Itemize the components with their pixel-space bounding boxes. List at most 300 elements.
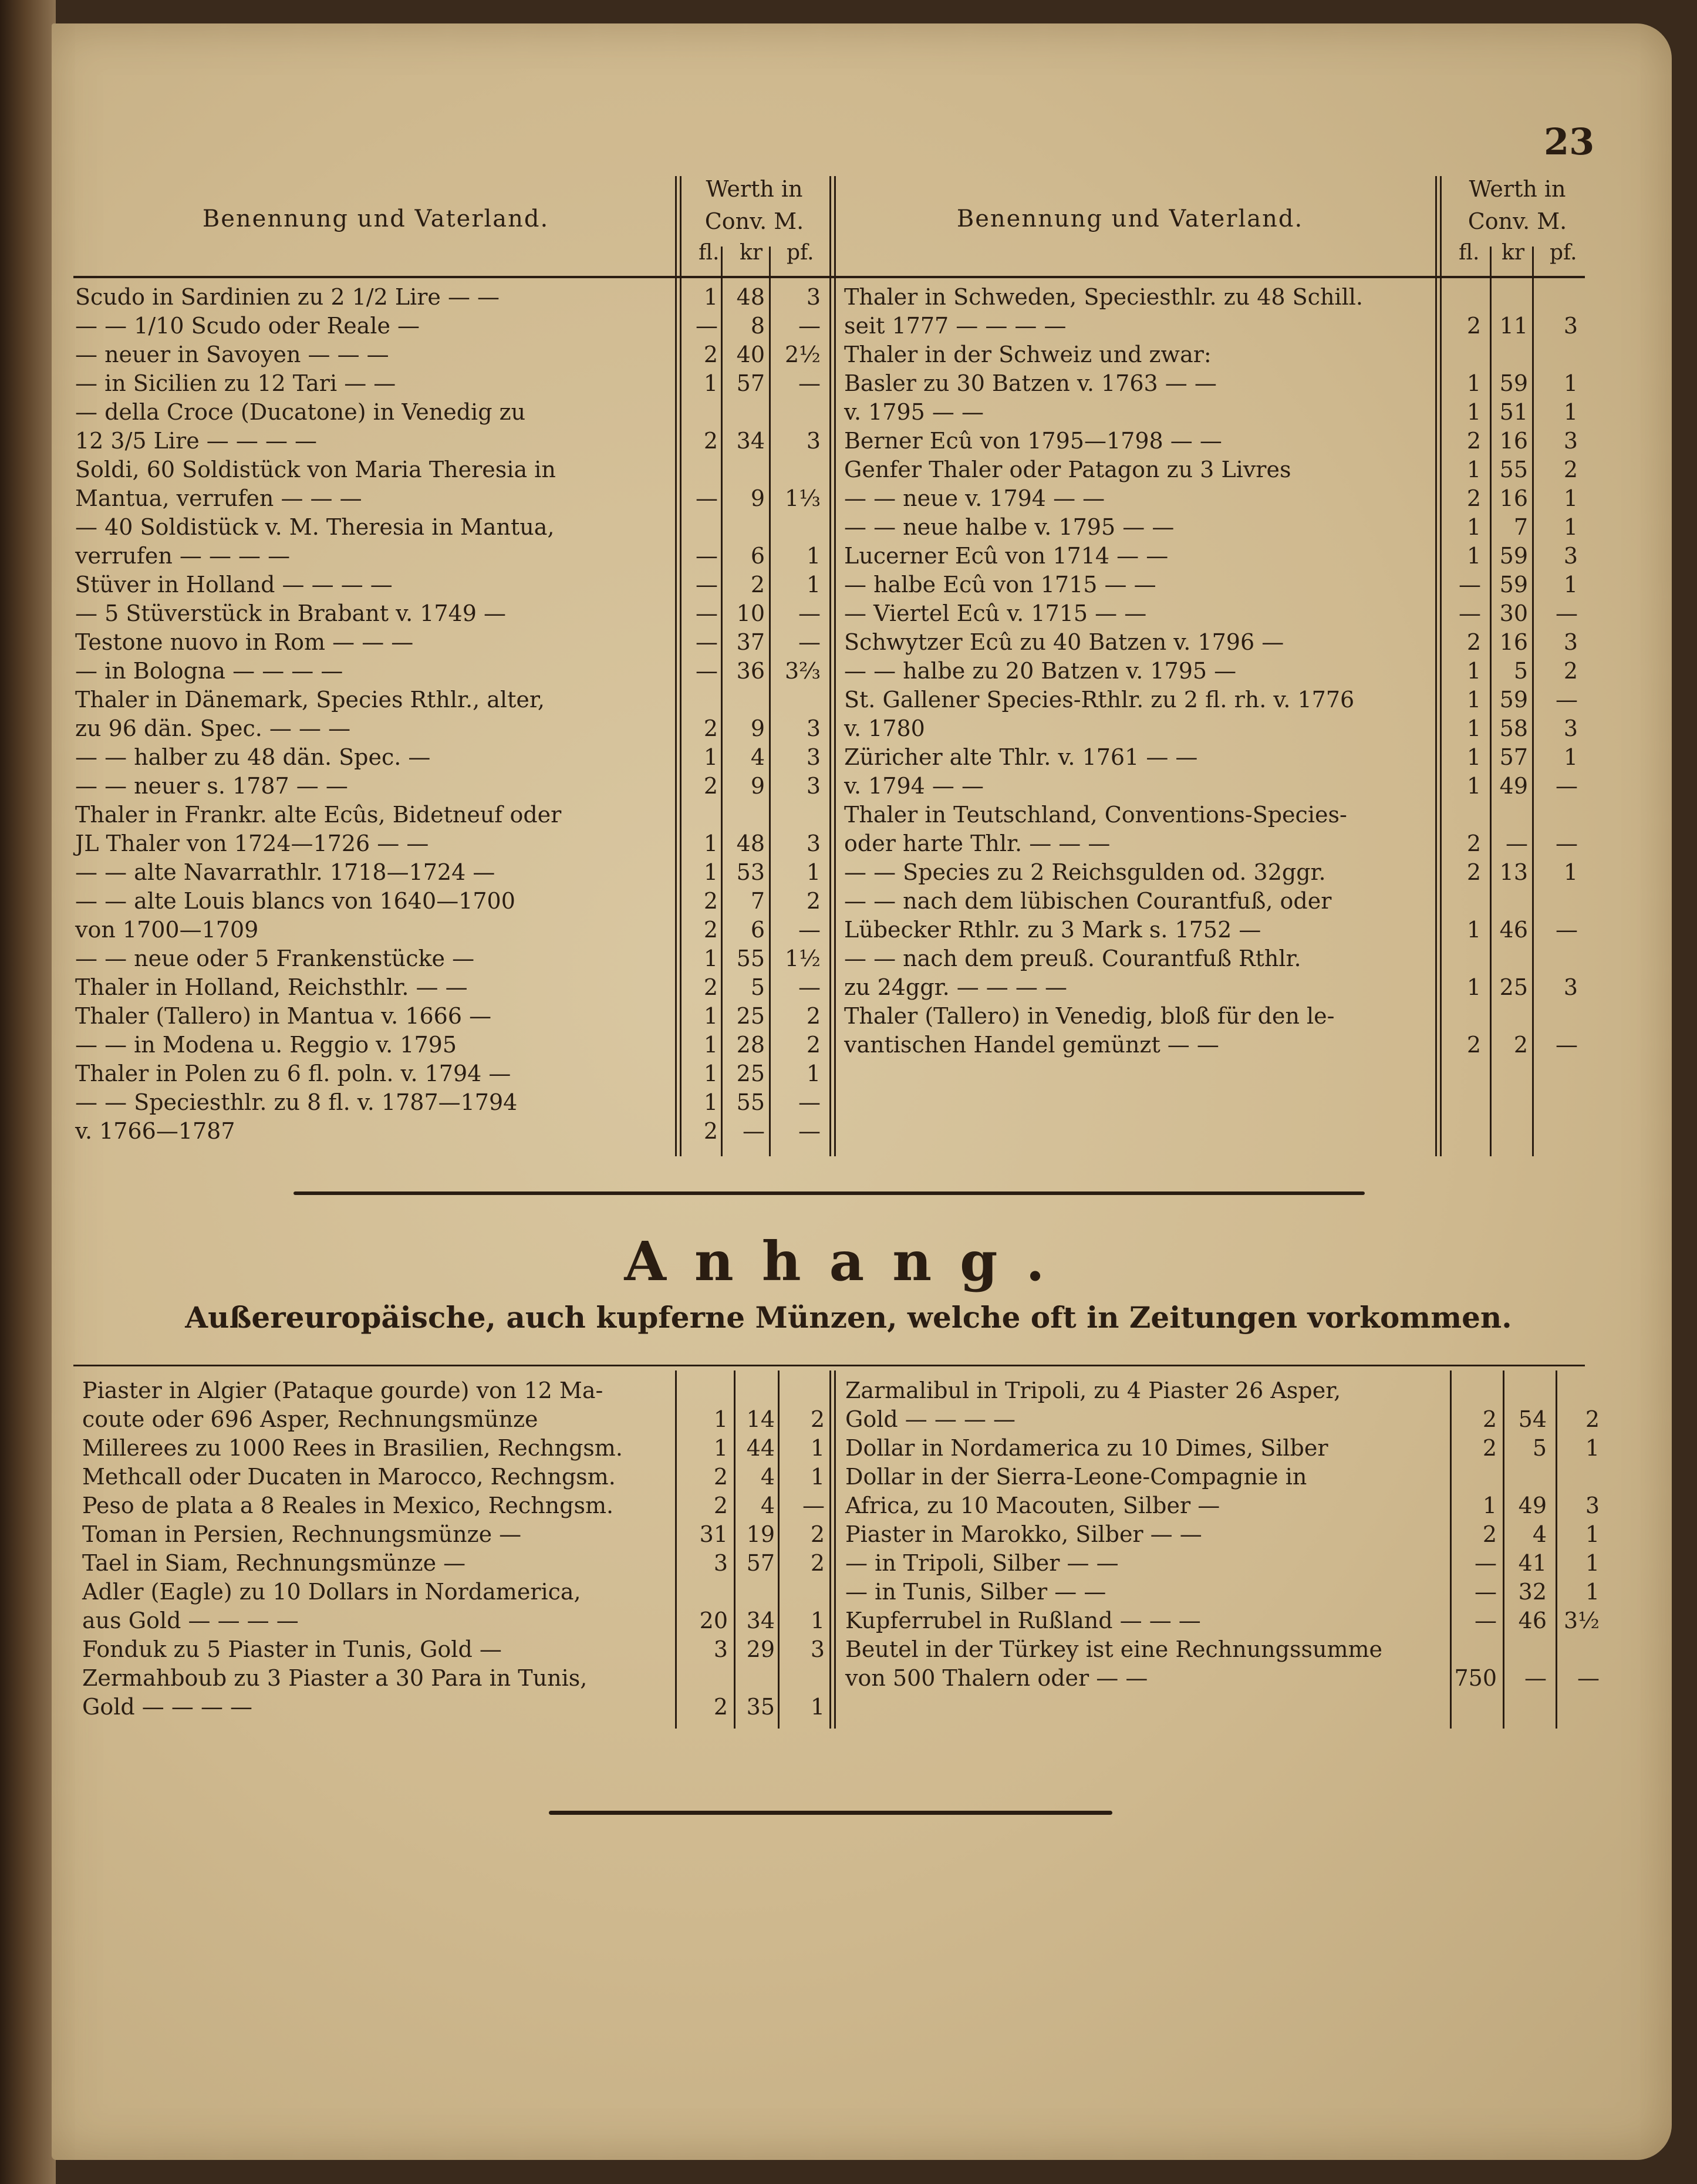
value-fl: —: [1475, 1579, 1497, 1605]
coin-description: — neuer in Savoyen — — —: [75, 342, 389, 367]
coin-description: Thaler in der Schweiz und zwar:: [844, 342, 1212, 367]
coin-description: Thaler in Polen zu 6 fl. poln. v. 1794 —: [75, 1061, 511, 1086]
value-fl: 750: [1454, 1665, 1497, 1691]
coin-description: Mantua, verrufen — — —: [75, 485, 362, 511]
table-row: [844, 743, 1595, 771]
coin-description: — della Croce (Ducatone) in Venedig zu: [75, 399, 526, 425]
value-fl: —: [696, 658, 718, 684]
value-pf: —: [1556, 831, 1578, 856]
value-fl: 2: [1466, 485, 1481, 511]
value-kr: 54: [1518, 1406, 1547, 1432]
value-pf: —: [798, 1118, 821, 1144]
value-kr: 46: [1518, 1608, 1547, 1633]
value-pf: —: [1556, 773, 1578, 799]
left-worth-header: [681, 176, 828, 270]
table-row: [75, 743, 909, 771]
unit-pf-right: pf.: [1550, 241, 1577, 265]
coin-description: Beutel in der Türkey ist eine Rechnungssumme: [845, 1636, 1383, 1662]
appendix-title: Anhang.: [624, 1230, 1073, 1293]
value-pf: 1: [1585, 1435, 1600, 1461]
coin-description: Thaler in Holland, Reichsthlr. — —: [75, 974, 468, 1000]
value-pf: 1: [1563, 514, 1578, 540]
value-fl: 2: [703, 917, 718, 943]
value-fl: 2: [1466, 1032, 1481, 1058]
value-fl: —: [1459, 572, 1481, 598]
coin-description: — — halbe zu 20 Batzen v. 1795 —: [844, 658, 1237, 684]
coin-description: v. 1795 — —: [844, 399, 984, 425]
value-pf: 3: [1563, 428, 1578, 454]
value-fl: 2: [1466, 428, 1481, 454]
coin-description: Thaler (Tallero) in Mantua v. 1666 —: [75, 1003, 492, 1029]
value-kr: 35: [746, 1694, 775, 1720]
value-kr: 57: [736, 370, 765, 396]
value-pf: 3⅔: [784, 658, 821, 684]
coin-description: Genfer Thaler oder Patagon zu 3 Livres: [844, 457, 1291, 482]
value-fl: 1: [1466, 744, 1481, 770]
value-fl: 2: [703, 428, 718, 454]
section-divider: [293, 1191, 1365, 1195]
table-row: [75, 628, 909, 656]
value-fl: 1: [703, 1089, 718, 1115]
coin-description: — — neue halbe v. 1795 — —: [844, 514, 1175, 540]
coin-description: — — alte Louis blancs von 1640—1700: [75, 888, 515, 914]
header-name-label: Benennung und Vaterland.: [202, 205, 549, 232]
table-row: [75, 1059, 909, 1088]
coin-description: Methcall oder Ducaten in Marocco, Rechngsm.: [82, 1464, 616, 1490]
table-row: [845, 1606, 1608, 1635]
value-kr: —: [743, 1118, 765, 1144]
value-fl: 2: [703, 1118, 718, 1144]
value-kr: 55: [736, 946, 765, 971]
value-pf: 1: [1563, 370, 1578, 396]
value-pf: 3: [1585, 1493, 1600, 1518]
coin-description: vantischen Handel gemünzt — —: [844, 1032, 1219, 1058]
value-pf: 2: [810, 1406, 825, 1432]
table-row: [844, 628, 1595, 656]
coin-description: v. 1780: [844, 715, 925, 741]
value-kr: 16: [1499, 428, 1528, 454]
table-row: [75, 312, 909, 340]
coin-description: St. Gallener Species-Rthlr. zu 2 fl. rh. v. 1776: [844, 687, 1355, 713]
table-row: [845, 1434, 1608, 1462]
value-pf: 1½: [784, 946, 821, 971]
value-pf: 3: [1563, 313, 1578, 339]
value-pf: 1: [1563, 572, 1578, 598]
value-pf: —: [1556, 687, 1578, 713]
table-row: [844, 369, 1595, 397]
table-row: [844, 858, 1595, 886]
value-pf: 1: [1563, 859, 1578, 885]
coin-description: JL Thaler von 1724—1726 — —: [75, 831, 429, 856]
value-pf: 3: [806, 744, 821, 770]
coin-description: Thaler (Tallero) in Venedig, bloß für den le-: [844, 1003, 1335, 1029]
table-row: [75, 542, 909, 570]
value-pf: —: [1556, 600, 1578, 626]
coin-description: von 1700—1709: [75, 917, 259, 943]
value-pf: —: [798, 974, 821, 1000]
value-fl: —: [696, 543, 718, 569]
table-row: [75, 916, 909, 944]
value-pf: 1: [810, 1464, 825, 1490]
value-kr: 49: [1518, 1493, 1547, 1518]
coin-description: — 5 Stüverstück in Brabant v. 1749 —: [75, 600, 507, 626]
table-row: [844, 513, 1595, 541]
table-row: [82, 1434, 916, 1462]
value-pf: 2: [806, 888, 821, 914]
value-kr: 4: [1532, 1521, 1547, 1547]
table-row: [844, 686, 1595, 714]
value-kr: 59: [1499, 687, 1528, 713]
table-row: [75, 599, 909, 627]
table-row: [82, 1549, 916, 1577]
value-pf: 2½: [784, 342, 821, 367]
table-row: [844, 599, 1595, 627]
table-row: [844, 916, 1595, 944]
table-row: [75, 829, 909, 858]
value-kr: 59: [1499, 370, 1528, 396]
value-fl: 2: [1466, 313, 1481, 339]
value-pf: 1⅓: [784, 485, 821, 511]
coin-description: — in Tripoli, Silber — —: [845, 1550, 1119, 1576]
value-kr: 59: [1499, 572, 1528, 598]
coin-description: — in Sicilien zu 12 Tari — —: [75, 370, 396, 396]
value-kr: 32: [1518, 1579, 1547, 1605]
coin-description: 12 3/5 Lire — — — —: [75, 428, 318, 454]
value-kr: 9: [750, 715, 765, 741]
coin-description: Fonduk zu 5 Piaster in Tunis, Gold —: [82, 1636, 502, 1662]
closing-ornament-rule: [549, 1811, 1112, 1815]
value-pf: 3: [1563, 974, 1578, 1000]
coin-description: zu 24ggr. — — — —: [844, 974, 1067, 1000]
value-pf: 3: [810, 1636, 825, 1662]
value-kr: 53: [736, 859, 765, 885]
unit-pf: pf.: [787, 241, 814, 265]
value-kr: 5: [750, 974, 765, 1000]
value-pf: 1: [1585, 1579, 1600, 1605]
value-kr: —: [1506, 831, 1528, 856]
value-fl: 2: [1466, 859, 1481, 885]
coin-description: — — neuer s. 1787 — —: [75, 773, 348, 799]
value-pf: 2: [810, 1521, 825, 1547]
value-fl: 1: [1466, 917, 1481, 943]
coin-description: — — Species zu 2 Reichsgulden od. 32ggr.: [844, 859, 1326, 885]
value-kr: 9: [750, 485, 765, 511]
value-kr: 28: [736, 1032, 765, 1058]
value-kr: 58: [1499, 715, 1528, 741]
coin-description: — halbe Ecû von 1715 — —: [844, 572, 1156, 598]
value-fl: 1: [1466, 399, 1481, 425]
table-row: [82, 1606, 916, 1635]
value-pf: 1: [1563, 485, 1578, 511]
value-fl: 2: [713, 1464, 728, 1490]
table-row: [75, 801, 909, 829]
value-pf: 1: [1585, 1550, 1600, 1576]
value-kr: 55: [1499, 457, 1528, 482]
coin-description: Toman in Persien, Rechnungsmünze —: [82, 1521, 522, 1547]
table-row: [75, 369, 909, 397]
coin-description: Thaler in Dänemark, Species Rthlr., alter,: [75, 687, 545, 713]
table-row: [845, 1664, 1608, 1692]
value-fl: 2: [703, 773, 718, 799]
coin-description: — — halber zu 48 dän. Spec. —: [75, 744, 431, 770]
value-kr: 4: [760, 1464, 775, 1490]
coin-description: von 500 Thalern oder — —: [845, 1665, 1148, 1691]
coin-description: Adler (Eagle) zu 10 Dollars in Nordamerica,: [82, 1579, 581, 1605]
coin-description: Gold — — — —: [82, 1694, 253, 1720]
table-row: [75, 944, 909, 973]
table-row: [82, 1405, 916, 1433]
value-fl: —: [696, 313, 718, 339]
value-fl: 2: [1482, 1406, 1497, 1432]
table-row: [75, 1117, 909, 1145]
coin-description: oder harte Thlr. — — —: [844, 831, 1111, 856]
value-pf: —: [1556, 917, 1578, 943]
coin-description: Zarmalibul in Tripoli, zu 4 Piaster 26 Asper,: [845, 1378, 1341, 1403]
value-fl: 2: [1466, 629, 1481, 655]
value-pf: 2: [1585, 1406, 1600, 1432]
value-fl: 1: [703, 370, 718, 396]
coin-description: — — neue oder 5 Frankenstücke —: [75, 946, 475, 971]
table-row: [844, 427, 1595, 455]
coin-description: Basler zu 30 Batzen v. 1763 — —: [844, 370, 1217, 396]
value-pf: 1: [1585, 1521, 1600, 1547]
coin-description: Soldi, 60 Soldistück von Maria Theresia in: [75, 457, 556, 482]
value-kr: 29: [746, 1636, 775, 1662]
coin-description: Dollar in der Sierra-Leone-Compagnie in: [845, 1464, 1307, 1490]
table-row: [75, 427, 909, 455]
value-pf: 3: [1563, 629, 1578, 655]
value-kr: 4: [750, 744, 765, 770]
value-kr: 8: [750, 313, 765, 339]
right-worth-header: [1444, 176, 1591, 270]
coin-description: Berner Ecû von 1795—1798 — —: [844, 428, 1222, 454]
book-spine: [0, 0, 56, 2184]
value-pf: 2: [806, 1032, 821, 1058]
value-fl: 1: [703, 859, 718, 885]
unit-kr: kr: [740, 241, 763, 265]
coin-description: — in Tunis, Silber — —: [845, 1579, 1106, 1605]
value-fl: 1: [1466, 514, 1481, 540]
table-row: [82, 1693, 916, 1721]
table-row: [844, 887, 1595, 915]
value-pf: 2: [1563, 457, 1578, 482]
value-pf: 3: [806, 715, 821, 741]
coin-description: Stüver in Holland — — — —: [75, 572, 393, 598]
value-pf: 1: [810, 1608, 825, 1633]
value-fl: 1: [703, 831, 718, 856]
value-fl: 1: [1466, 457, 1481, 482]
coin-description: — in Bologna — — — —: [75, 658, 343, 684]
value-pf: —: [1556, 1032, 1578, 1058]
value-pf: —: [798, 629, 821, 655]
value-kr: 7: [750, 888, 765, 914]
worth-label-line1-right: Werth in: [1469, 176, 1566, 202]
coin-description: — — Speciesthlr. zu 8 fl. v. 1787—1794: [75, 1089, 518, 1115]
value-fl: 1: [703, 1061, 718, 1086]
value-pf: —: [802, 1493, 825, 1518]
value-pf: 1: [810, 1694, 825, 1720]
worth-label-line1: Werth in: [706, 176, 803, 202]
value-fl: 2: [713, 1493, 728, 1518]
value-kr: 41: [1518, 1550, 1547, 1576]
table-row: [82, 1578, 916, 1606]
table-row: [844, 1002, 1595, 1030]
value-pf: 3: [806, 428, 821, 454]
value-kr: 36: [736, 658, 765, 684]
table-row: [75, 657, 909, 685]
value-pf: 1: [810, 1435, 825, 1461]
value-kr: 30: [1499, 600, 1528, 626]
table-row: [75, 283, 909, 311]
coin-description: Piaster in Marokko, Silber — —: [845, 1521, 1202, 1547]
table-row: [844, 944, 1595, 973]
value-fl: 2: [703, 715, 718, 741]
table-row: [845, 1491, 1608, 1520]
value-fl: 1: [713, 1435, 728, 1461]
value-fl: 3: [713, 1636, 728, 1662]
table-row: [844, 455, 1595, 484]
coin-description: — — nach dem lübischen Courantfuß, oder: [844, 888, 1332, 914]
coin-description: coute oder 696 Asper, Rechnungsmünze: [82, 1406, 538, 1432]
value-kr: 49: [1499, 773, 1528, 799]
coin-description: Scudo in Sardinien zu 2 1/2 Lire — —: [75, 284, 500, 310]
table-row: [844, 340, 1595, 369]
value-fl: —: [696, 485, 718, 511]
table-row: [75, 340, 909, 369]
table-row: [844, 312, 1595, 340]
value-pf: 1: [806, 543, 821, 569]
value-kr: 9: [750, 773, 765, 799]
value-pf: 1: [806, 572, 821, 598]
table-row: [82, 1664, 916, 1692]
value-kr: 11: [1499, 313, 1528, 339]
table-row: [75, 1031, 909, 1059]
table-row: [844, 542, 1595, 570]
table-row: [844, 973, 1595, 1001]
value-pf: 3: [806, 831, 821, 856]
table-row: [844, 1031, 1595, 1059]
table-row: [845, 1635, 1608, 1663]
coin-description: Peso de plata a 8 Reales in Mexico, Rechngsm.: [82, 1493, 614, 1518]
table-row: [844, 657, 1595, 685]
coin-description: Testone nuovo in Rom — — —: [75, 629, 414, 655]
coin-description: Thaler in Schweden, Speciesthlr. zu 48 Schill.: [844, 284, 1363, 310]
value-kr: 16: [1499, 629, 1528, 655]
value-pf: 3½: [1563, 1608, 1600, 1633]
value-fl: —: [696, 600, 718, 626]
value-fl: 1: [1466, 370, 1481, 396]
value-fl: —: [1459, 600, 1481, 626]
table-row: [75, 887, 909, 915]
value-fl: 1: [713, 1406, 728, 1432]
coin-description: Millerees zu 1000 Rees in Brasilien, Rechngsm.: [82, 1435, 623, 1461]
value-kr: 5: [1532, 1435, 1547, 1461]
coin-description: v. 1794 — —: [844, 773, 984, 799]
left-column-header-name: [73, 176, 678, 270]
value-fl: 1: [1466, 658, 1481, 684]
coin-description: — — alte Navarrathlr. 1718—1724 —: [75, 859, 495, 885]
value-fl: 1: [703, 1032, 718, 1058]
value-kr: 14: [746, 1406, 775, 1432]
value-kr: 25: [736, 1003, 765, 1029]
coin-description: — Viertel Ecû v. 1715 — —: [844, 600, 1147, 626]
value-pf: 2: [1563, 658, 1578, 684]
value-fl: 2: [713, 1694, 728, 1720]
header-name-label-right: Benennung und Vaterland.: [956, 205, 1304, 232]
value-kr: 25: [1499, 974, 1528, 1000]
value-fl: 1: [703, 946, 718, 971]
value-kr: 6: [750, 543, 765, 569]
table-row: [844, 772, 1595, 800]
value-pf: 3: [806, 773, 821, 799]
coin-description: — — 1/10 Scudo oder Reale —: [75, 313, 420, 339]
table-row: [845, 1520, 1608, 1548]
value-fl: 2: [703, 888, 718, 914]
unit-fl: fl.: [699, 241, 720, 265]
coin-description: — — neue v. 1794 — —: [844, 485, 1105, 511]
table-row: [845, 1463, 1608, 1491]
table-row: [82, 1491, 916, 1520]
unit-kr-right: kr: [1502, 241, 1525, 265]
table-row: [75, 1088, 909, 1116]
coin-description: Zermahboub zu 3 Piaster a 30 Para in Tunis,: [82, 1665, 588, 1691]
value-kr: 48: [736, 831, 765, 856]
value-kr: 16: [1499, 485, 1528, 511]
coin-description: Piaster in Algier (Pataque gourde) von 12 Ma-: [82, 1378, 603, 1403]
table-row: [844, 801, 1595, 829]
value-kr: 40: [736, 342, 765, 367]
coin-description: Lübecker Rthlr. zu 3 Mark s. 1752 —: [844, 917, 1261, 943]
value-fl: 3: [713, 1550, 728, 1576]
table-row: [75, 686, 909, 714]
value-fl: 1: [703, 1003, 718, 1029]
value-fl: 1: [1466, 715, 1481, 741]
value-pf: —: [798, 1089, 821, 1115]
value-pf: —: [798, 600, 821, 626]
coin-description: verrufen — — — —: [75, 543, 291, 569]
table-row: [82, 1520, 916, 1548]
value-kr: 55: [736, 1089, 765, 1115]
value-pf: 1: [806, 859, 821, 885]
value-kr: 48: [736, 284, 765, 310]
value-kr: 34: [746, 1608, 775, 1633]
value-kr: 57: [1499, 744, 1528, 770]
value-kr: 37: [736, 629, 765, 655]
table-row: [75, 772, 909, 800]
right-column-header-name: [839, 176, 1421, 270]
table-row: [75, 571, 909, 599]
page-number: 23: [1544, 120, 1595, 163]
table-row: [845, 1376, 1608, 1405]
table-row: [844, 571, 1595, 599]
value-fl: 1: [1466, 687, 1481, 713]
value-fl: 2: [1466, 831, 1481, 856]
worth-label-line2-right: Conv. M.: [1467, 208, 1567, 234]
coin-description: — — nach dem preuß. Courantfuß Rthlr.: [844, 946, 1301, 971]
value-fl: 2: [1482, 1435, 1497, 1461]
value-fl: 20: [699, 1608, 728, 1633]
value-fl: 1: [1482, 1493, 1497, 1518]
table-row: [844, 829, 1595, 858]
table-row: [844, 398, 1595, 426]
value-kr: 6: [750, 917, 765, 943]
value-fl: —: [696, 572, 718, 598]
coin-description: — 40 Soldistück v. M. Theresia in Mantua,: [75, 514, 555, 540]
value-fl: 31: [699, 1521, 728, 1547]
table-row: [75, 455, 909, 484]
appendix-rule: [73, 1365, 1585, 1366]
value-kr: 44: [746, 1435, 775, 1461]
